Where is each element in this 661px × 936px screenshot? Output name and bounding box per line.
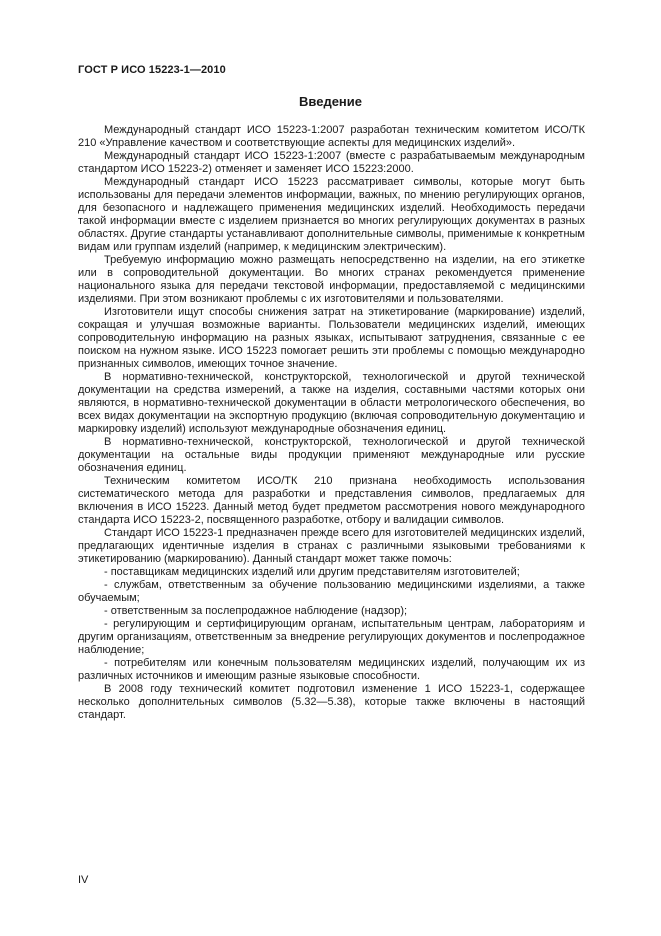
paragraph: В нормативно-технической, конструкторской, технологической и другой технической документации на средства измерений, а также на изделия, составными частями которых они являются, в нормативно-технической документации в области метрологического обеспечения, во всех видах документации на экспортную продукцию (включая сопроводительную документацию и маркировку изделий) используют международные обозначения единиц. (78, 371, 585, 435)
paragraph: Международный стандарт ИСО 15223 рассматривает символы, которые могут быть использованы для передачи элементов информации, важных, по мнению регулирующих органов, для безопасного и надлежащего применения медицинских изделий. Необходимость передачи такой информации вместе с изделием признается во многих регулирующих документах в разных областях. Другие стандарты устанавливают дополнительные символы, применимые к конкретным видам или группам изделий (например, к медицинским электрическим). (78, 176, 585, 253)
document-body (78, 124, 585, 722)
paragraph: Международный стандарт ИСО 15223-1:2007 разработан техническим комитетом ИСО/ТК 210 «Управление качеством и соответствующие аспекты для медицинских изделий». (78, 124, 585, 149)
running-header: ГОСТ Р ИСО 15223-1—2010 (78, 64, 226, 76)
page-number: IV (78, 874, 89, 886)
section-title: Введение (299, 94, 362, 109)
paragraph: Стандарт ИСО 15223-1 предназначен прежде всего для изготовителей медицинских изделий, предлагающих идентичные изделия в странах с различными языковыми требованиями к этикетированию (маркированию). Данный стандарт может также помочь: (78, 527, 585, 565)
paragraph: - регулирующим и сертифицирующим органам, испытательным центрам, лабораториям и другим организациям, ответственным за внедрение регулирующих документов и послепродажное наблюдение; (78, 618, 585, 656)
paragraph: В нормативно-технической, конструкторской, технологической и другой технической документации на остальные виды продукции применяют международные или русские обозначения единиц. (78, 436, 585, 474)
paragraph: Техническим комитетом ИСО/ТК 210 признана необходимость использования систематического метода для разработки и представления символов, предлагаемых для включения в ИСО 15223. Данный метод будет предметом рассмотрения нового международного стандарта ИСО 15223-2, посвященного разработке, отбору и валидации символов. (78, 475, 585, 526)
paragraph: - поставщикам медицинских изделий или другим представителям изготовителей; (104, 566, 520, 578)
paragraph: - потребителям или конечным пользователям медицинских изделий, получающим их из различных источников и имеющим разные языковые способности. (78, 657, 585, 682)
paragraph: - ответственным за послепродажное наблюдение (надзор); (104, 605, 408, 617)
paragraph: В 2008 году технический комитет подготовил изменение 1 ИСО 15223-1, содержащее несколько дополнительных символов (5.32—5.38), которые также включены в настоящий стандарт. (78, 683, 585, 721)
paragraph: Изготовители ищут способы снижения затрат на этикетирование (маркирование) изделий, сокращая и улучшая возможные варианты. Пользователи медицинских изделий, имеющих сопроводительную информацию на разных языках, испытывают затруднения, связанные с ее поиском на нужном языке. ИСО 15223 помогает решить эти проблемы с помощью международно признанных символов, имеющих точное значение. (78, 306, 585, 370)
paragraph: Международный стандарт ИСО 15223-1:2007 (вместе с разрабатываемым международным стандартом ИСО 15223-2) отменяет и заменяет ИСО 15223:2000. (78, 150, 585, 175)
paragraph: - службам, ответственным за обучение пользованию медицинскими изделиями, а также обучаемым; (78, 579, 585, 604)
paragraph: Требуемую информацию можно размещать непосредственно на изделии, на его этикетке или в сопроводительной документации. Во многих странах рекомендуется применение национального языка для передачи текстовой информации, предоставляемой с медицинскими изделиями. При этом возникают проблемы с их изготовителями и пользователями. (78, 254, 585, 305)
